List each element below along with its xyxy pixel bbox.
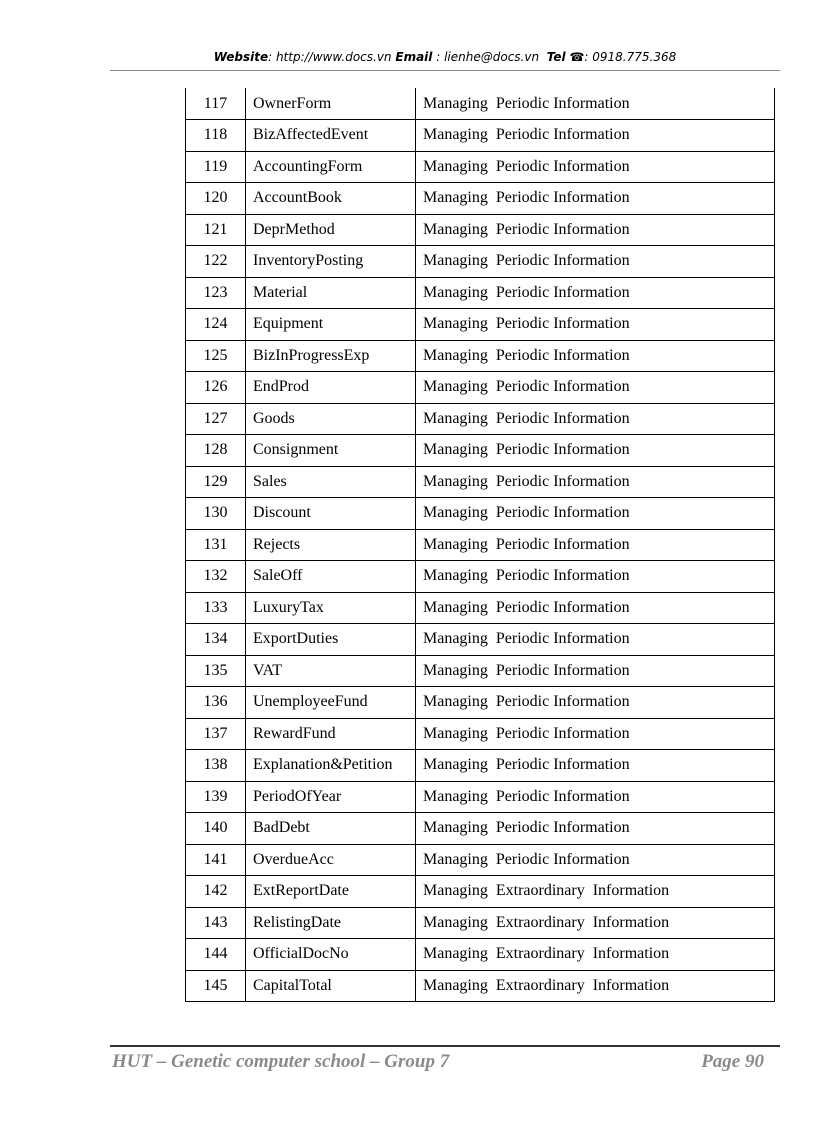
- entity-description: Managing Periodic Information: [416, 561, 775, 593]
- row-number: 136: [186, 687, 246, 719]
- table-row: [186, 151, 775, 183]
- table-row: [186, 939, 775, 971]
- entity-description: Managing Periodic Information: [416, 435, 775, 467]
- row-number: 118: [186, 120, 246, 152]
- footer-page: [701, 1051, 764, 1073]
- entity-description: Managing Periodic Information: [416, 403, 775, 435]
- entity-name: Equipment: [246, 309, 416, 341]
- row-number: 138: [186, 750, 246, 782]
- entity-description: Managing Periodic Information: [416, 340, 775, 372]
- entity-description: Managing Periodic Information: [416, 277, 775, 309]
- row-number: 131: [186, 529, 246, 561]
- table-row: [186, 340, 775, 372]
- entity-name: Discount: [246, 498, 416, 530]
- entity-name: DeprMethod: [246, 214, 416, 246]
- entity-description: Managing Periodic Information: [416, 781, 775, 813]
- footer-title: HUT – Genetic computer school – Group 7: [112, 1051, 450, 1072]
- row-number: 139: [186, 781, 246, 813]
- entity-name: AccountingForm: [246, 151, 416, 183]
- entity-name: AccountBook: [246, 183, 416, 215]
- table-row: [186, 844, 775, 876]
- entity-name: UnemployeeFund: [246, 687, 416, 719]
- entity-description: Managing Periodic Information: [416, 88, 775, 120]
- entity-description: Managing Periodic Information: [416, 813, 775, 845]
- entity-description: Managing Periodic Information: [416, 687, 775, 719]
- table-row: [186, 813, 775, 845]
- entity-description: Managing Periodic Information: [416, 183, 775, 215]
- entity-description: Managing Periodic Information: [416, 592, 775, 624]
- entity-table: [185, 88, 775, 1002]
- row-number: 127: [186, 403, 246, 435]
- row-number: 126: [186, 372, 246, 404]
- row-number: 135: [186, 655, 246, 687]
- entity-name: OverdueAcc: [246, 844, 416, 876]
- entity-name: RelistingDate: [246, 907, 416, 939]
- website-value: : http://www.docs.vn: [268, 50, 392, 64]
- table-row: [186, 529, 775, 561]
- entity-name: BizInProgressExp: [246, 340, 416, 372]
- table-row: [186, 246, 775, 278]
- entity-description: Managing Extraordinary Information: [416, 876, 775, 908]
- entity-name: OfficialDocNo: [246, 939, 416, 971]
- entity-name: SaleOff: [246, 561, 416, 593]
- row-number: 124: [186, 309, 246, 341]
- entity-description: Managing Periodic Information: [416, 372, 775, 404]
- entity-name: Explanation&Petition: [246, 750, 416, 782]
- table-row: [186, 718, 775, 750]
- row-number: 125: [186, 340, 246, 372]
- table-row: [186, 687, 775, 719]
- row-number: 121: [186, 214, 246, 246]
- row-number: 129: [186, 466, 246, 498]
- row-number: 119: [186, 151, 246, 183]
- website-label: Website: [213, 50, 269, 64]
- row-number: 137: [186, 718, 246, 750]
- table-row: [186, 970, 775, 1002]
- entity-name: ExtReportDate: [246, 876, 416, 908]
- table-row: [186, 624, 775, 656]
- entity-name: InventoryPosting: [246, 246, 416, 278]
- row-number: 134: [186, 624, 246, 656]
- entity-name: Sales: [246, 466, 416, 498]
- phone-icon: ☎: [569, 50, 585, 64]
- entity-name: EndProd: [246, 372, 416, 404]
- entity-name: Rejects: [246, 529, 416, 561]
- row-number: 142: [186, 876, 246, 908]
- entity-name: VAT: [246, 655, 416, 687]
- table-row: [186, 781, 775, 813]
- page-number: 90: [745, 1051, 764, 1072]
- entity-description: Managing Periodic Information: [416, 529, 775, 561]
- entity-description: Managing Periodic Information: [416, 309, 775, 341]
- table-row: [186, 435, 775, 467]
- entity-name: CapitalTotal: [246, 970, 416, 1002]
- page-header: [110, 50, 780, 64]
- entity-description: Managing Extraordinary Information: [416, 970, 775, 1002]
- entity-name: Consignment: [246, 435, 416, 467]
- tel-value: : 0918.775.368: [584, 50, 677, 64]
- row-number: 140: [186, 813, 246, 845]
- entity-description: Managing Periodic Information: [416, 466, 775, 498]
- row-number: 145: [186, 970, 246, 1002]
- row-number: 132: [186, 561, 246, 593]
- entity-name: Goods: [246, 403, 416, 435]
- table-row: [186, 655, 775, 687]
- entity-name: OwnerForm: [246, 88, 416, 120]
- entity-description: Managing Periodic Information: [416, 120, 775, 152]
- row-number: 128: [186, 435, 246, 467]
- entity-table-body: [186, 88, 775, 1002]
- row-number: 117: [186, 88, 246, 120]
- table-row: [186, 750, 775, 782]
- table-row: [186, 907, 775, 939]
- entity-description: Managing Periodic Information: [416, 624, 775, 656]
- entity-description: Managing Periodic Information: [416, 246, 775, 278]
- entity-name: BizAffectedEvent: [246, 120, 416, 152]
- table-row: [186, 277, 775, 309]
- email-label: Email: [395, 50, 433, 64]
- table-row: [186, 561, 775, 593]
- row-number: 120: [186, 183, 246, 215]
- table-row: [186, 403, 775, 435]
- entity-name: Material: [246, 277, 416, 309]
- entity-description: Managing Periodic Information: [416, 498, 775, 530]
- entity-name: ExportDuties: [246, 624, 416, 656]
- entity-description: Managing Periodic Information: [416, 750, 775, 782]
- entity-description: Managing Extraordinary Information: [416, 907, 775, 939]
- table-row: [186, 466, 775, 498]
- row-number: 123: [186, 277, 246, 309]
- table-row: [186, 88, 775, 120]
- row-number: 141: [186, 844, 246, 876]
- entity-name: BadDebt: [246, 813, 416, 845]
- entity-description: Managing Periodic Information: [416, 655, 775, 687]
- table-row: [186, 214, 775, 246]
- footer-divider: [110, 1045, 780, 1047]
- entity-description: Managing Periodic Information: [416, 214, 775, 246]
- row-number: 144: [186, 939, 246, 971]
- page-label: Page: [701, 1051, 741, 1072]
- row-number: 133: [186, 592, 246, 624]
- entity-description: Managing Periodic Information: [416, 151, 775, 183]
- table-row: [186, 309, 775, 341]
- table-row: [186, 592, 775, 624]
- entity-name: PeriodOfYear: [246, 781, 416, 813]
- entity-name: LuxuryTax: [246, 592, 416, 624]
- table-row: [186, 183, 775, 215]
- entity-description: Managing Periodic Information: [416, 718, 775, 750]
- email-value: : lienhe@docs.vn: [436, 50, 540, 64]
- header-divider: [110, 70, 780, 71]
- table-row: [186, 498, 775, 530]
- entity-name: RewardFund: [246, 718, 416, 750]
- tel-label: Tel: [546, 50, 566, 64]
- entity-description: Managing Extraordinary Information: [416, 939, 775, 971]
- row-number: 130: [186, 498, 246, 530]
- entity-description: Managing Periodic Information: [416, 844, 775, 876]
- table-row: [186, 120, 775, 152]
- table-row: [186, 876, 775, 908]
- table-row: [186, 372, 775, 404]
- row-number: 122: [186, 246, 246, 278]
- row-number: 143: [186, 907, 246, 939]
